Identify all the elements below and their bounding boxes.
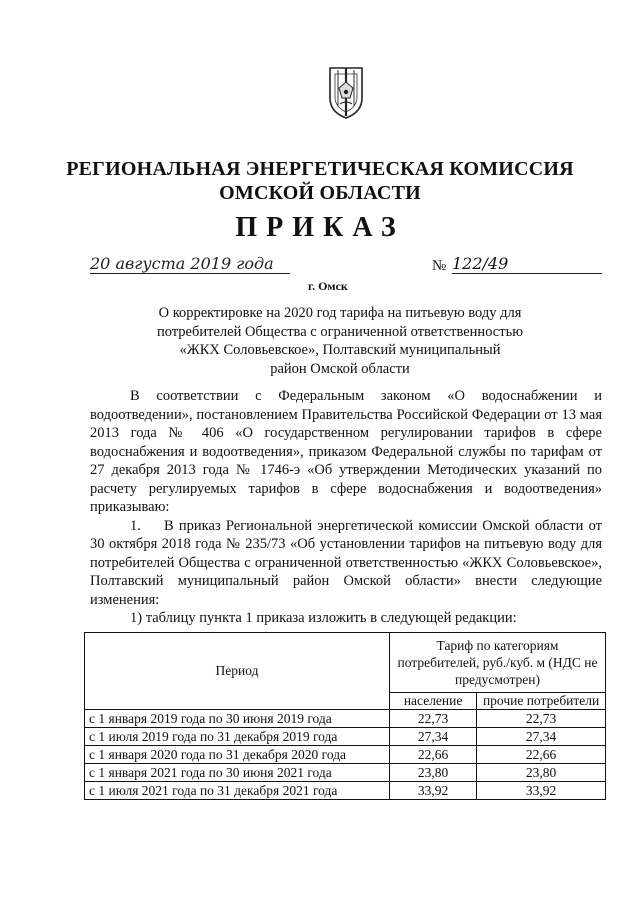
column-header-period: Период [85, 633, 390, 710]
column-header-population: население [390, 693, 477, 710]
population-tariff-cell: 27,34 [390, 728, 477, 746]
subject-line: «ЖКХ Соловьевское», Полтавский муниципальный [179, 342, 501, 358]
population-tariff-cell: 22,66 [390, 746, 477, 764]
order-subject [120, 304, 560, 378]
table-row [85, 782, 606, 800]
preamble-paragraph: В соответствии с Федеральным законом «О водоснабжении и водоотведении», постановлением Правительства Российской Федерации от 13 мая 2013 года № 406 «О государственном регулировании тарифов в сфере водоснабжения и водоотведения», приказом Федеральной службы по тарифам от 27 декабря 2013 года № 1746-э «Об утверждении Методических указаний по расчету регулируемых тарифов в сфере водоснабжения и водоотведения» приказываю: [90, 388, 602, 515]
number-sign: № [432, 258, 447, 274]
subitem-1-paragraph: 1) таблицу пункта 1 приказа изложить в следующей редакции: [130, 610, 517, 626]
population-tariff-cell: 33,92 [390, 782, 477, 800]
subject-line: потребителей Общества с ограниченной ответственностью [156, 323, 524, 340]
table-row [85, 746, 606, 764]
handwritten-number: 122/49 [452, 254, 602, 274]
period-cell: с 1 июля 2019 года по 31 декабря 2019 года [85, 728, 390, 746]
subject-line: район Омской области [270, 360, 410, 377]
city-label: г. Омск [308, 279, 348, 293]
table-row [85, 710, 606, 728]
coat-of-arms-icon [326, 64, 366, 120]
other-tariff-cell: 23,80 [477, 764, 606, 782]
population-tariff-cell: 22,73 [390, 710, 477, 728]
organization-name-line1: РЕГИОНАЛЬНАЯ ЭНЕРГЕТИЧЕСКАЯ КОМИССИЯ [66, 158, 574, 180]
period-cell: с 1 июля 2021 года по 31 декабря 2021 года [85, 782, 390, 800]
population-tariff-cell: 23,80 [390, 764, 477, 782]
order-body [90, 387, 602, 628]
column-header-other: прочие потребители [477, 693, 606, 710]
table-row [85, 764, 606, 782]
period-cell: с 1 января 2019 года по 30 июня 2019 года [85, 710, 390, 728]
other-tariff-cell: 27,34 [477, 728, 606, 746]
handwritten-date: 20 августа 2019 года [90, 254, 290, 274]
period-cell: с 1 января 2021 года по 30 июня 2021 года [85, 764, 390, 782]
other-tariff-cell: 22,66 [477, 746, 606, 764]
item-1-number: 1. [130, 517, 141, 534]
column-header-tariff: Тариф по категориям потребителей, руб./куб. м (НДС не предусмотрен) [390, 633, 606, 693]
item-1-text: В приказ Региональной энергетической комиссии Омской области от 30 октября 2018 года № 235/73 «Об установлении тарифов на питьевую воду для потребителей Общества с ограниченной ответственностью «ЖКХ Соловьевское», Полтавский муниципальный район Омской области» внести следующие изменения: [90, 517, 602, 608]
document-type-title: ПРИКАЗ [235, 212, 405, 243]
table-row [85, 728, 606, 746]
item-1-paragraph [90, 517, 602, 610]
subject-line: О корректировке на 2020 год тарифа на питьевую воду для [158, 305, 522, 321]
other-tariff-cell: 22,73 [477, 710, 606, 728]
tariff-table [84, 632, 606, 800]
period-cell: с 1 января 2020 года по 31 декабря 2020 года [85, 746, 390, 764]
organization-name-line2: ОМСКОЙ ОБЛАСТИ [219, 182, 421, 204]
other-tariff-cell: 33,92 [477, 782, 606, 800]
